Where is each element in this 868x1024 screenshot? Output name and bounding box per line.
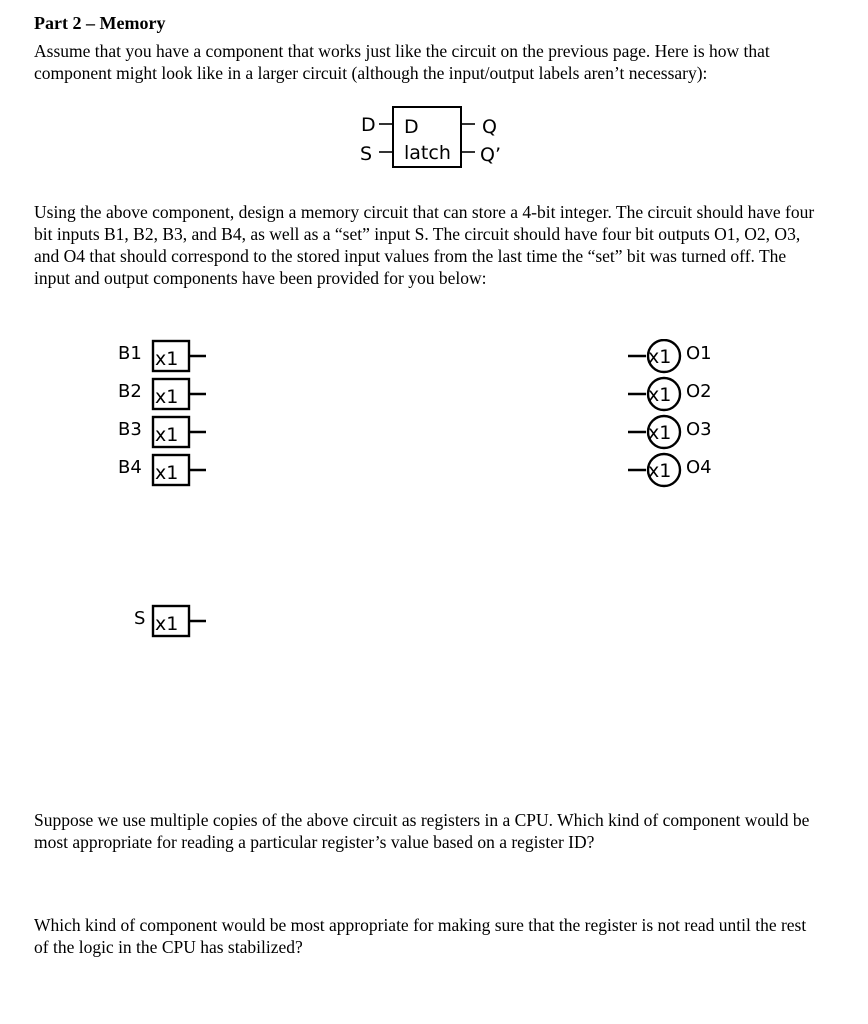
set-input-pin-value: x1 xyxy=(155,613,179,635)
latch-in-d-label: D xyxy=(361,114,376,136)
question-1 xyxy=(34,809,824,853)
latch-body-top-label: D xyxy=(404,116,419,138)
input-label: B1 xyxy=(118,343,142,364)
output-pin[interactable] xyxy=(628,416,680,448)
task-paragraph xyxy=(34,201,824,289)
input-pin[interactable] xyxy=(153,341,206,371)
output-label: O1 xyxy=(686,343,712,364)
question-1-text: Suppose we use multiple copies of the above circuit as registers in a CPU. Which kind of component would be most appropriate for reading a particular register’s value based on a register ID? xyxy=(34,810,810,852)
intro-text: Assume that you have a component that works just like the circuit on the previous page. Here is how that component might look like in a larger circuit (although the input/output labels aren’t necessary): xyxy=(34,41,770,83)
latch-out-q-label: Q xyxy=(482,116,497,138)
set-input-label: S xyxy=(134,608,146,629)
output-pin-value: x1 xyxy=(648,384,672,406)
output-pin-value: x1 xyxy=(648,346,672,368)
output-pin-circles xyxy=(626,339,688,489)
output-label: O2 xyxy=(686,381,712,402)
input-pin[interactable] xyxy=(153,417,206,447)
intro-paragraph xyxy=(34,40,824,84)
input-pin-boxes xyxy=(150,339,210,489)
output-pin[interactable] xyxy=(628,454,680,486)
input-pin-value: x1 xyxy=(155,424,179,446)
output-pin[interactable] xyxy=(628,378,680,410)
input-label: B4 xyxy=(118,457,142,478)
output-pin-value: x1 xyxy=(648,460,672,482)
part-heading xyxy=(34,12,834,34)
latch-in-s-label: S xyxy=(360,143,373,165)
input-label: B3 xyxy=(118,419,142,440)
output-label: O3 xyxy=(686,419,712,440)
input-pin[interactable] xyxy=(153,455,206,485)
input-pin-value: x1 xyxy=(155,386,179,408)
input-pin[interactable] xyxy=(153,379,206,409)
task-text: Using the above component, design a memory circuit that can store a 4-bit integer. The circuit should have four bit inputs B1, B2, B3, and B4, as well as a “set” input S. The circuit should have four bit outputs O1, O2, O3, and O4 that should correspond to the stored input values from the last time the “set” bit was turned off. The input and output components have been provided for you below: xyxy=(34,202,815,288)
set-input-pin[interactable] xyxy=(150,604,210,640)
output-pin-value: x1 xyxy=(648,422,672,444)
input-label: B2 xyxy=(118,381,142,402)
input-pin-value: x1 xyxy=(155,348,179,370)
d-latch-diagram xyxy=(350,100,520,178)
output-label: O4 xyxy=(686,457,712,478)
latch-out-qbar-label: Q’ xyxy=(480,144,501,166)
question-2-text: Which kind of component would be most appropriate for making sure that the register is not read until the rest of the logic in the CPU has stabilized? xyxy=(34,915,807,957)
question-2 xyxy=(34,914,824,958)
output-pin[interactable] xyxy=(628,340,680,372)
part-title: Part 2 – Memory xyxy=(34,13,166,33)
latch-body-bottom-label: latch xyxy=(404,142,451,164)
input-pin-value: x1 xyxy=(155,462,179,484)
